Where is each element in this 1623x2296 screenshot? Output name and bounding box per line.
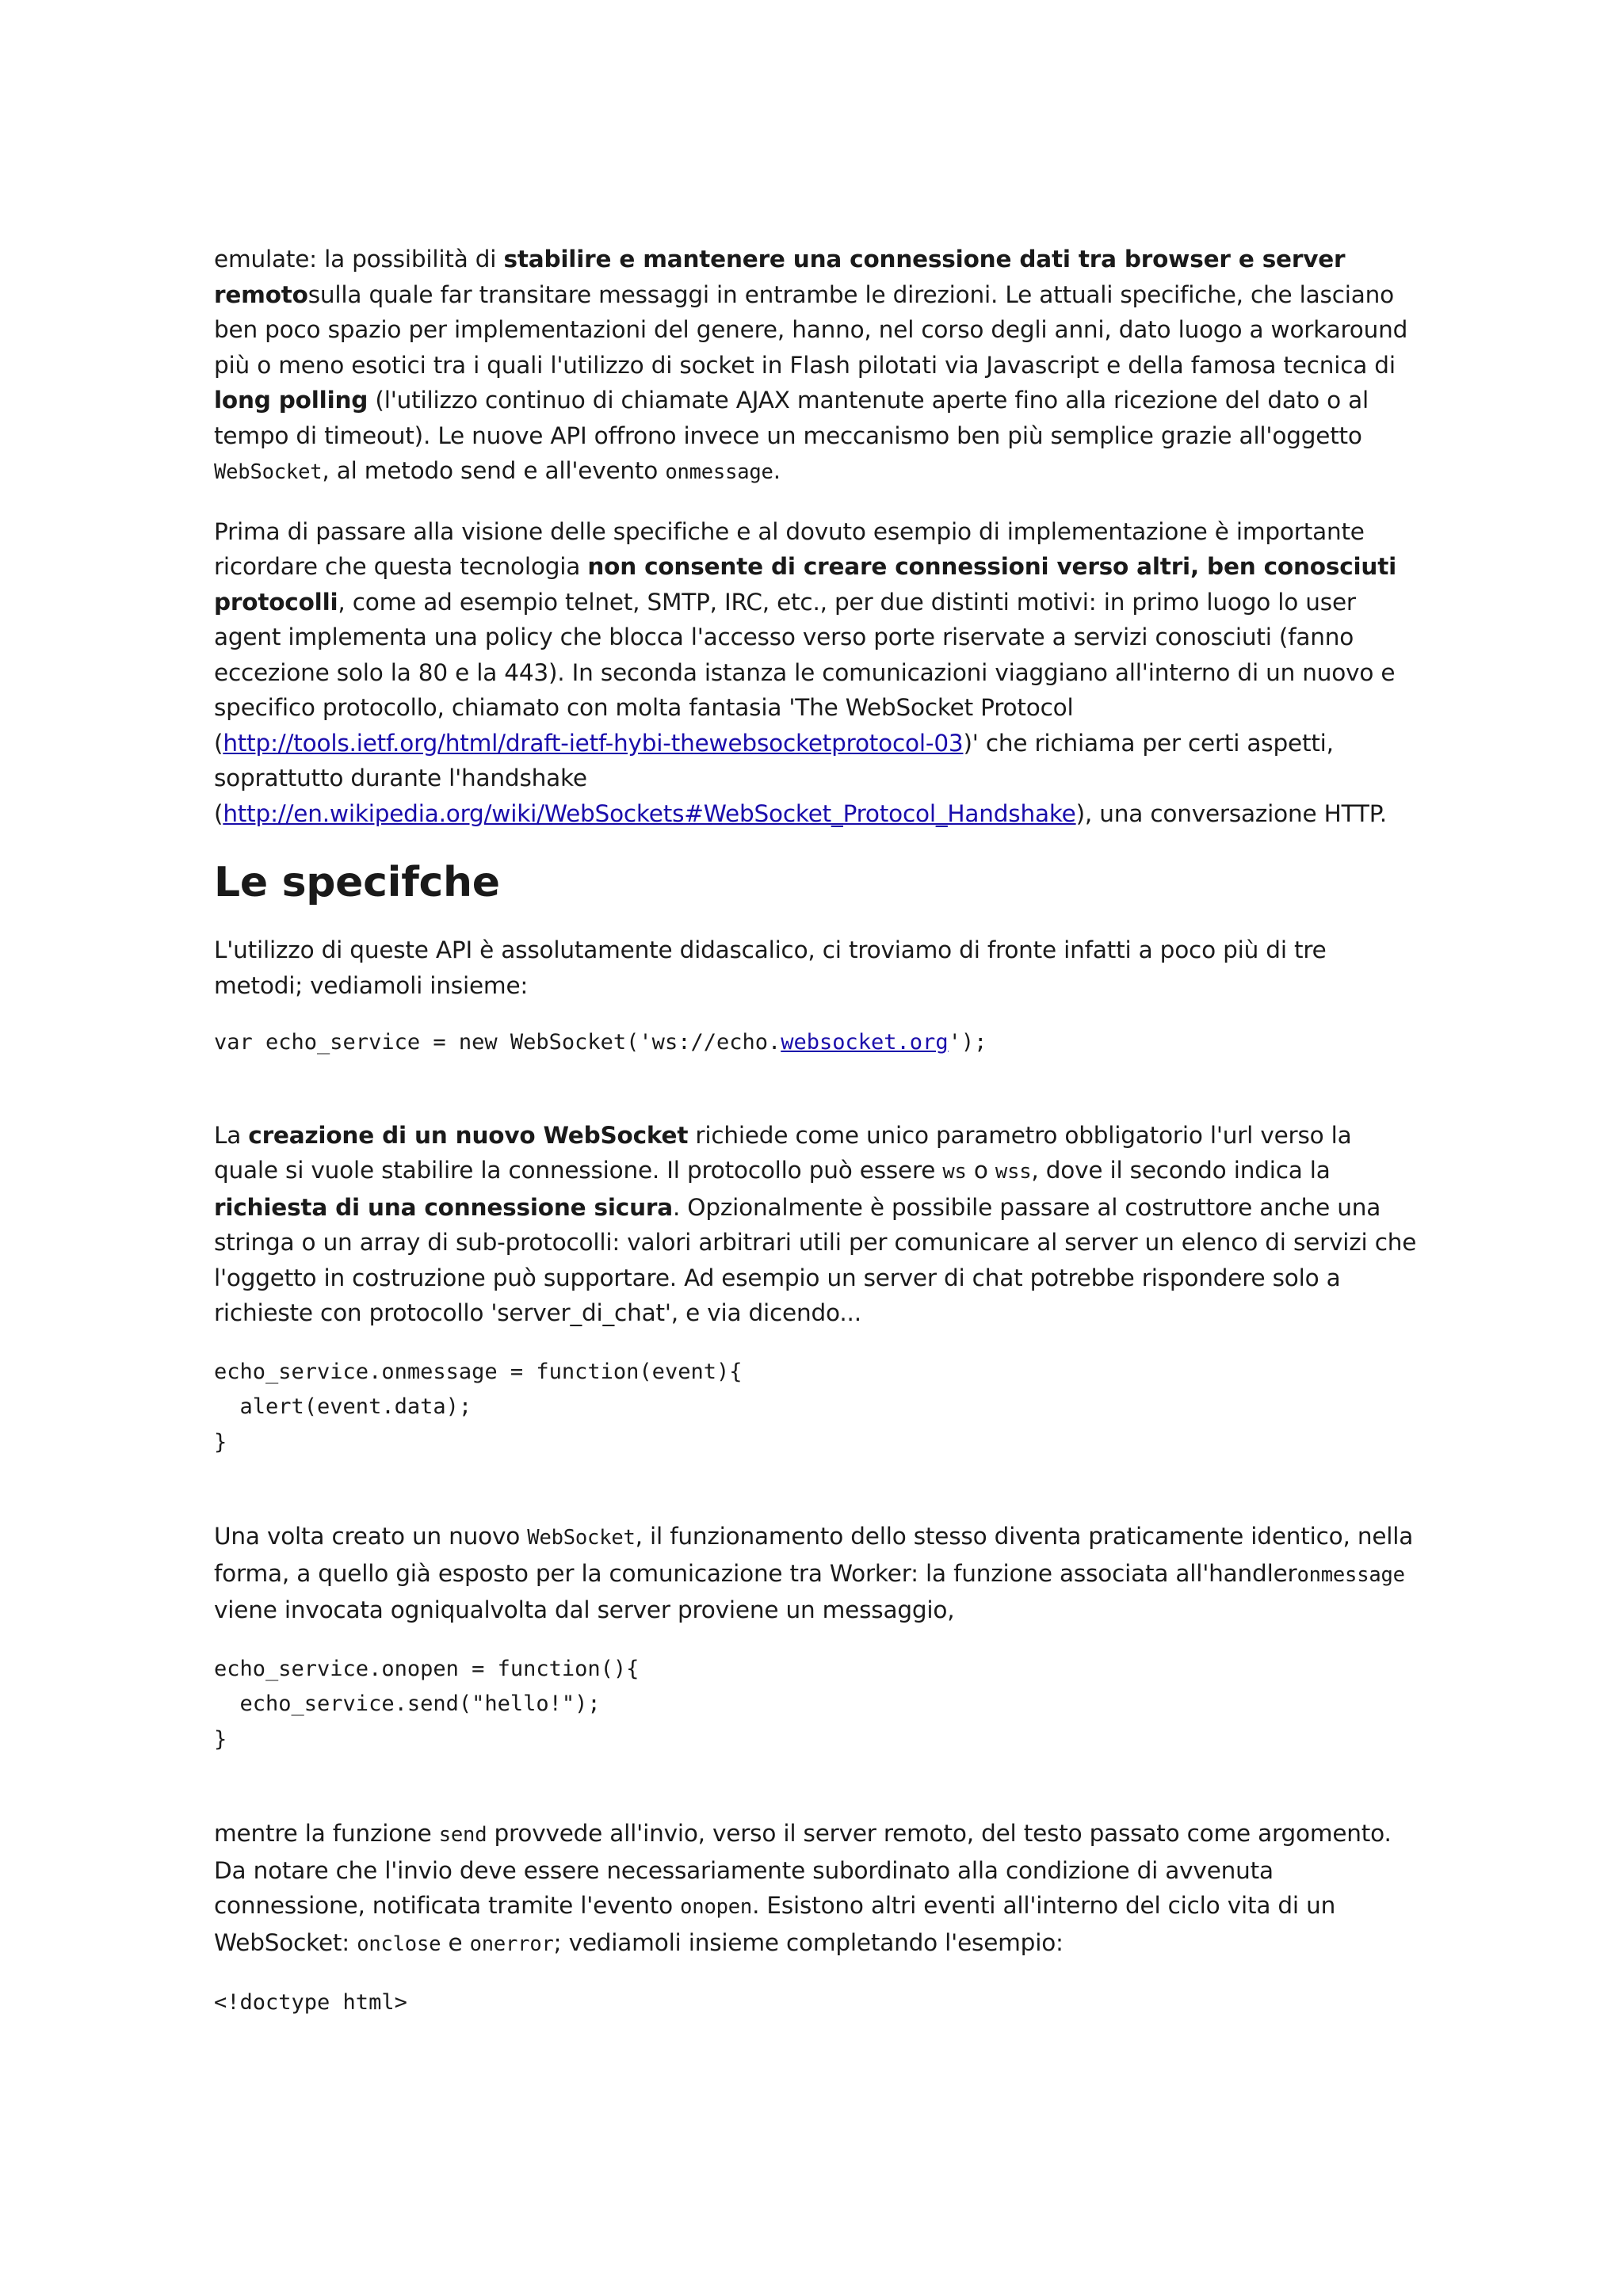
inline-code: onmessage [1296,1562,1405,1587]
text: , come ad esempio telnet, SMTP, IRC, etc., per due distinti motivi: in primo luogo lo user agent implementa una policy che blocca l'accesso verso porte riservate a servizi conosciuti (fanno eccezione solo la 80 e la 443). In seconda istanza le comunicazioni viaggiano all'interno di un nuovo e specifico protocollo, chiamato con molta fantasia 'The WebSocket Protocol ( [214,588,1396,757]
code-block-doctype: <!doctype html> [214,1990,407,2015]
text: sulla quale far transitare messaggi in entrambe le direzioni. Le attuali specifiche, che lasciano ben poco spazio per implementazioni del genere, hanno, nel corso degli anni, dato luogo a workaround più o meno esotici tra i quali l'utilizzo di socket in Flash pilotati via Javascript e della famosa tecnica di [214,280,1408,379]
inline-code: onopen [680,1895,753,1919]
paragraph-send [214,1816,1419,1962]
code-block-onopen: echo_service.onopen = function(){ echo_service.send("hello!"); } [214,1656,640,1752]
inline-code: send [438,1823,487,1847]
bold-text: creazione di un nuovo WebSocket [248,1121,689,1149]
paragraph-limitations [214,514,1419,832]
text: ( [214,799,223,827]
document-body [214,242,1419,2021]
text: , dove il secondo indica la [1031,1157,1331,1184]
text: e [441,1928,470,1956]
text: Prima di passare alla visione delle specifiche e al dovuto esempio di implementazione è importante ricordare che questa tecnologia [214,517,1365,580]
inline-code: wss [995,1160,1032,1184]
section-heading: Le specifche [214,859,500,906]
inline-code: ws [942,1160,967,1184]
bold-text: stabilire e mantenere una connessione dati tra browser e server remoto [214,246,1346,308]
inline-code: WebSocket [214,460,323,484]
text: emulate: la possibilità di [214,246,504,273]
code-text: '); [948,1030,987,1055]
text: viene invocata ogniqualvolta dal server proviene un messaggio, [214,1596,955,1623]
websocket-org-link[interactable]: websocket.org [781,1030,949,1055]
paragraph-api-intro: L'utilizzo di queste API è assolutamente didascalico, ci troviamo di fronte infatti a poco più di tre metodi; vediamoli insieme: [214,936,1327,999]
text: , il funzionamento dello stesso diventa praticamente identico, nella forma, a quello già esposto per la comunicazione tra Worker: la funzione associata all'handler [214,1523,1414,1587]
bold-text: long polling [214,387,369,414]
code-text: var echo_service = new WebSocket('ws://echo. [214,1030,781,1055]
text: Una volta creato un nuovo [214,1523,528,1550]
paragraph-onmessage [214,1519,1419,1628]
inline-code: onclose [357,1932,441,1956]
code-block-onmessage: echo_service.onmessage = function(event){ alert(event.data); } [214,1359,743,1455]
text: , al metodo send e all'evento [322,457,666,484]
code-block-constructor [214,1025,1419,1061]
wikipedia-handshake-link[interactable]: http://en.wikipedia.org/wiki/WebSockets#WebSocket_Protocol_Handshake [223,799,1076,827]
paragraph-constructor [214,1118,1419,1331]
text: mentre la funzione [214,1820,439,1847]
text: La [214,1121,249,1149]
inline-code: onmessage [665,460,773,484]
text: ; vediamoli insieme completando l'esempio: [553,1928,1064,1956]
ietf-draft-link[interactable]: http://tools.ietf.org/html/draft-ietf-hybi-thewebsocketprotocol-03 [223,729,964,757]
text: provvede all'invio, verso il server remoto, del testo passato come argomento. Da notare che l'invio deve essere necessariamente subordinato alla condizione di avvenuta connessione, notificata tramite l'evento [214,1820,1392,1919]
text: . Opzionalmente è possibile passare al costruttore anche una stringa o un array di sub-protocolli: valori arbitrari utili per comunicare al server un elenco di servizi che l'oggetto in costruzione può supportare. Ad esempio un server di chat potrebbe rispondere solo a richieste con protocollo 'server_di_chat', e via dicendo... [214,1193,1417,1326]
inline-code: WebSocket [527,1526,636,1550]
bold-text: richiesta di una connessione sicura [214,1193,673,1221]
text: o [966,1157,995,1184]
inline-code: onerror [469,1932,554,1956]
bold-text: non consente di creare connessioni verso altri, ben conosciuti protocolli [214,553,1397,616]
text: (l'utilizzo continuo di chiamate AJAX mantenute aperte fino alla ricezione del dato o al tempo di timeout). Le nuove API offrono invece un meccanismo ben più semplice grazie all'oggetto [214,387,1369,449]
paragraph-intro [214,242,1423,490]
text: . [773,457,781,484]
text: ), una conversazione HTTP. [1075,799,1387,827]
text: . Esistono altri eventi all'interno del ciclo vita di un WebSocket: [214,1892,1336,1956]
text: richiede come unico parametro obbligatorio l'url verso la quale si vuole stabilire la connessione. Il protocollo può essere [214,1121,1352,1184]
text: )' che richiama per certi aspetti, soprattutto durante l'handshake [214,729,1334,791]
